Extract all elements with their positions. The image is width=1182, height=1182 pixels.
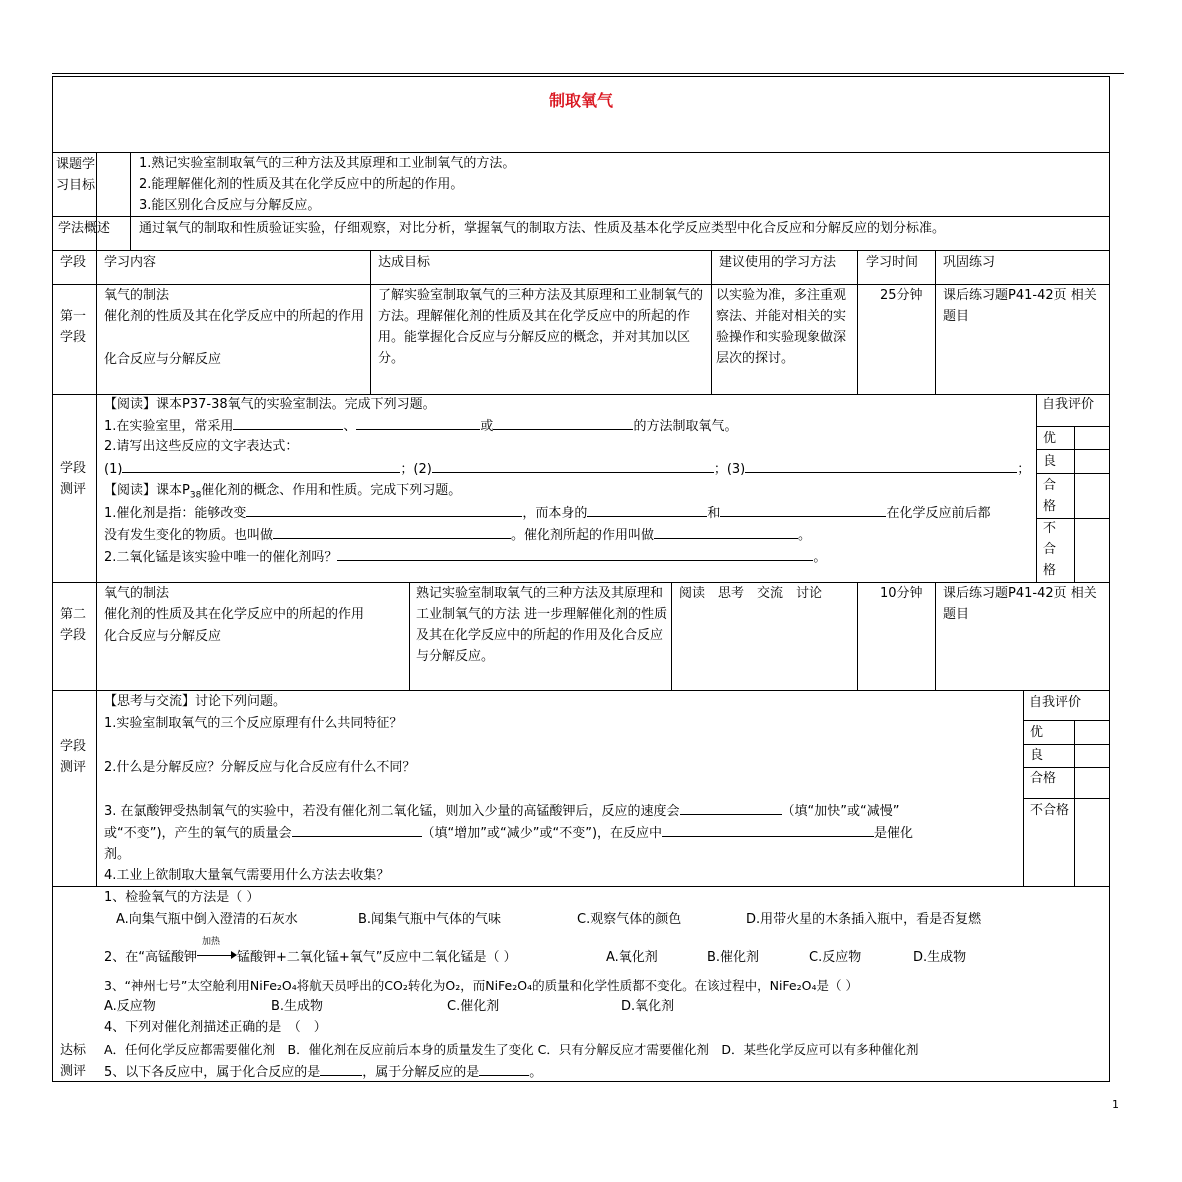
final-q2-option: A.氧化剂 [606,950,658,965]
final-q1: 1、检验氧气的方法是（ ） [104,890,260,905]
stage2-goal: 熟记实验室制取氧气的三种方法及其原理和工业制氧气的方法 进一步理解催化剂的性质及其在化学反应中的所起的作用及化合反应与分解反应。 [416,586,668,664]
goal-item: 1.熟记实验室制取氧气的三种方法及其原理和工业制氧气的方法。 [139,156,516,171]
header-stage: 学段 [60,255,87,270]
stage1-content-2: 催化剂的性质及其在化学反应中的所起的作用 [104,309,365,324]
eval1-read1: 【阅读】课本P37-38氧气的实验室制法。完成下列习题。 [104,397,436,412]
stage1-practice: 课后练习题P41-42页 相关题目 [943,288,1097,324]
grade-excellent: 优 [1043,431,1057,446]
eval1-q2: 2.请写出这些反应的文字表达式： [104,439,299,454]
eval1-q3: 1.催化剂是指：能够改变 ，而本身的 和 在化学反应前后都 [104,502,990,524]
grade-excellent: 优 [1030,725,1044,740]
eval2-intro: 【思考与交流】讨论下列问题。 [104,694,287,709]
stage2-content-1: 氧气的制法 [104,586,170,601]
grade-pass: 合格 [1030,771,1057,786]
grade-fail: 不合格 [1030,803,1070,818]
final-q5: 5、以下各反应中，属于化合反应的是 ，属于分解反应的是 。 [104,1061,542,1083]
eval1-q1: 1.在实验室里，常采用 、 或 的方法制取氧气。 [104,415,737,437]
final-q4: 4、下列对催化剂描述正确的是 （ ） [104,1020,327,1035]
final-label: 达标测评 [60,1043,87,1079]
eval1-q2-blanks: (1) ；(2) ；(3) ； [104,458,1030,480]
goal-item: 2.能理解催化剂的性质及其在化学反应中的所起的作用。 [139,177,464,192]
eval2-q3-line3: 剂。 [104,847,131,862]
stage1-method: 以实验为准，多注重观察法、并能对相关的实验操作和实验现象做深层次的探讨。 [716,288,847,366]
grade-good: 良 [1043,454,1057,469]
stage1-label: 第一学段 [60,309,87,345]
stage2-method: 阅读 思考 交流 讨论 [679,586,823,601]
header-rule [52,73,1124,74]
eval2-q3-line1: 3. 在氯酸钾受热制氧气的实验中，若没有催化剂二氧化锰，则加入少量的高锰酸钾后，反应的速度会 （填“加快”或“减慢” [104,800,900,822]
final-q3: 3、“神州七号”太空舱利用NiFe₂O₄将航天员呼出的CO₂转化为O₂，而NiFe₂O₄的质量和化学性质都不变化。在该过程中，NiFe₂O₄是（ ） [104,978,858,993]
final-q1-option: D.用带火星的木条插入瓶中，看是否复燃 [746,912,982,927]
final-q1-option: B.闻集气瓶中气体的气味 [358,912,502,927]
method-label: 学法概述 [58,221,111,236]
final-q2-option: C.反应物 [809,950,862,965]
stage2-time: 10分钟 [880,586,923,601]
stage2-content-3: 化合反应与分解反应 [104,629,222,644]
eval1-q5: 2.二氧化锰是该实验中唯一的催化剂吗？ 。 [104,546,826,568]
stage1-content-3: 化合反应与分解反应 [104,352,222,367]
eval2-self-label: 自我评价 [1029,695,1082,710]
final-q3-option: C.催化剂 [447,999,500,1014]
stage1-goal: 了解实验室制取氧气的三种方法及其原理和工业制氧气的方法。理解催化剂的性质及其在化学反应中的所起的作用。能掌握化合反应与分解反应的概念，并对其加以区分。 [378,288,704,366]
stage2-label: 第二学段 [60,607,87,643]
goal-item: 3.能区别化合反应与分解反应。 [139,198,321,213]
eval2-q2: 2.什么是分解反应？分解反应与化合反应有什么不同？ [104,760,416,775]
final-q1-option: A.向集气瓶中倒入澄清的石灰水 [116,912,298,927]
final-q3-option: D.氧化剂 [621,999,675,1014]
final-q2: 2、在“高锰酸钾 加热 锰酸钾+二氧化锰+氧气”反应中二氧化锰是（ ） [104,937,517,965]
eval1-label: 学段测评 [60,461,87,497]
header-method: 建议使用的学习方法 [719,255,837,270]
eval2-q1: 1.实验室制取氧气的三个反应原理有什么共同特征？ [104,716,403,731]
eval1-q4: 没有发生变化的物质。也叫做 。催化剂所起的作用叫做 。 [104,524,811,546]
grade-good: 良 [1030,748,1044,763]
method-text: 通过氧气的制取和性质验证实验，仔细观察，对比分析，掌握氧气的制取方法、性质及基本化学反应类型中化合反应和分解反应的划分标准。 [139,221,946,236]
stage2-practice: 课后练习题P41-42页 相关题目 [943,586,1097,622]
grade-fail: 不合格 [1043,521,1057,578]
final-q4-options: A．任何化学反应都需要催化剂 B．催化剂在反应前后本身的质量发生了变化 C．只有分解反应才需要催化剂 D．某些化学反应可以有多种催化剂 [104,1042,919,1057]
page-number: 1 [1112,1098,1119,1111]
eval2-label: 学段测评 [60,739,87,775]
final-q3-option: B.生成物 [271,999,324,1014]
eval1-read2: 【阅读】课本$P_{38}$催化剂的概念、作用和性质。完成下列习题。 [104,483,462,501]
page-title: 制取氧气 [548,91,613,110]
eval2-q4: 4.工业上欲制取大量氧气需要用什么方法去收集？ [104,868,390,883]
final-q2-option: D.生成物 [913,950,967,965]
eval1-self-label: 自我评价 [1042,397,1095,412]
reaction-arrow: 加热 [197,947,237,961]
header-content: 学习内容 [104,255,157,270]
header-time: 学习时间 [866,255,919,270]
goals-label: 课题学习目标 [56,157,96,193]
stage2-content-2: 催化剂的性质及其在化学反应中的所起的作用 [104,607,365,622]
final-q2-option: B.催化剂 [707,950,760,965]
eval2-q3-line2: 或“不变”)，产生的氧气的质量会 （填“增加”或“减少”或“不变”)，在反应中 是催化 [104,822,913,844]
stage1-content-1: 氧气的制法 [104,288,170,303]
grade-pass: 合格 [1043,478,1057,514]
header-practice: 巩固练习 [943,255,996,270]
final-q3-option: A.反应物 [104,999,156,1014]
header-goal: 达成目标 [378,255,431,270]
stage1-time: 25分钟 [880,288,923,303]
final-q1-option: C.观察气体的颜色 [577,912,682,927]
